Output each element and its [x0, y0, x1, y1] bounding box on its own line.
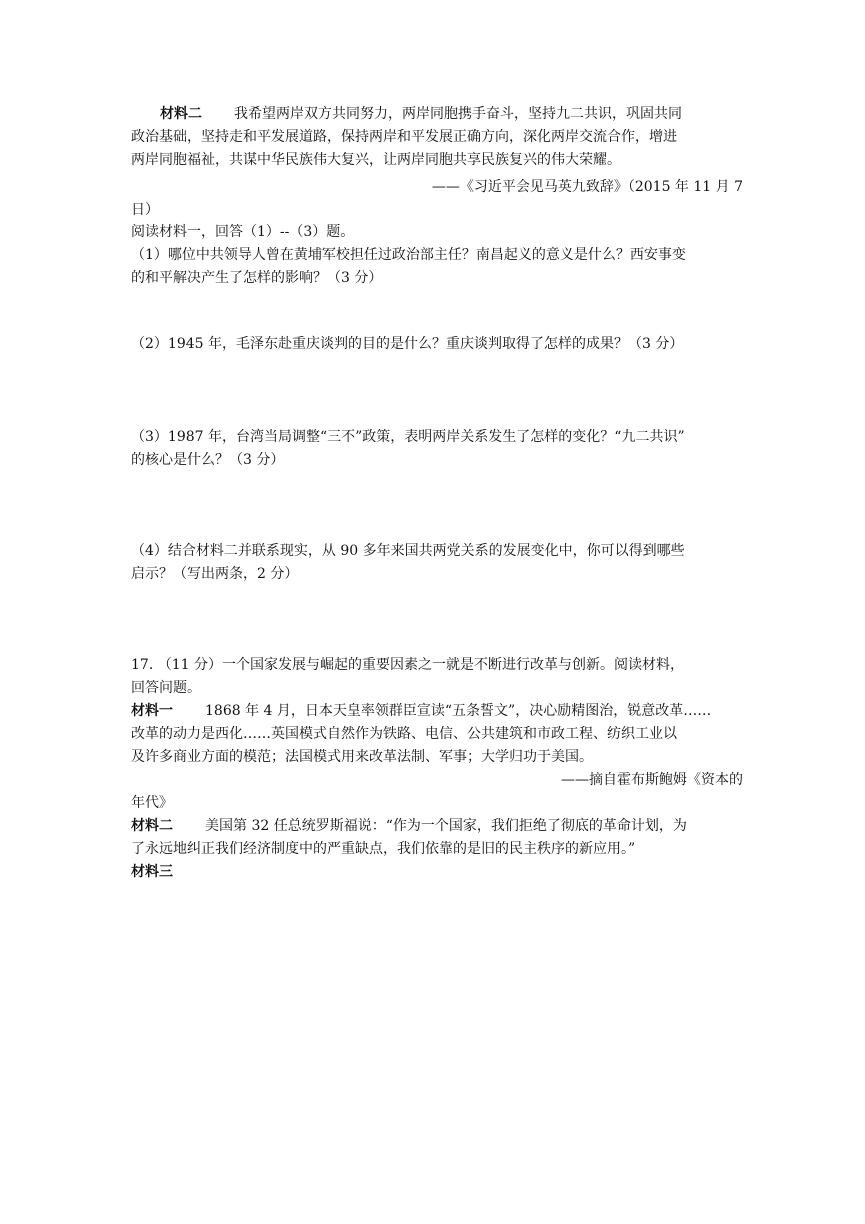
question-17-line-2: 回答问题。: [131, 680, 201, 696]
q17-material2-line-1: 材料二 美国第 32 任总统罗斯福说：“作为一个国家，我们拒绝了彻底的革命计划，为: [131, 818, 687, 834]
question-2: （2）1945 年，毛泽东赴重庆谈判的目的是什么？重庆谈判取得了怎样的成果？（3 分）: [131, 336, 684, 352]
question-17-line-1: 17. （11 分）一个国家发展与崛起的重要因素之一就是不断进行改革与创新。阅读材料，: [131, 657, 684, 673]
q17-material1-line-2: 改革的动力是西化……英国模式自然作为铁路、电信、公共建筑和市政工程、纺织工业以: [131, 726, 677, 742]
reading-instruction: 阅读材料一，回答（1）--（3）题。: [131, 224, 355, 240]
material2-line-1: 材料二 我希望两岸双方共同努力，两岸同胞携手奋斗，坚持九二共识，巩固共同: [160, 106, 682, 122]
material2-label: 材料二: [160, 106, 202, 122]
question-3-line-1: （3）1987 年，台湾当局调整“三不”政策，表明两岸关系发生了怎样的变化？“九二共识”: [131, 429, 685, 445]
question-1-line-2: 的和平解决产生了怎样的影响？（3 分）: [131, 270, 383, 286]
q17-material2-line-2: 了永远地纠正我们经济制度中的严重缺点，我们依靠的是旧的民主秩序的新应用。”: [131, 841, 636, 857]
material2-source-cont: 日）: [131, 202, 159, 218]
material2-source: ——《习近平会见马英九致辞》（2015 年 11 月 7: [431, 179, 743, 195]
question-4-line-1: （4）结合材料二并联系现实，从 90 多年来国共两党关系的发展变化中，你可以得到哪些: [131, 543, 685, 559]
material2-line-3: 两岸同胞福祉，共谋中华民族伟大复兴，让两岸同胞共享民族复兴的伟大荣耀。: [131, 152, 621, 168]
question-3-line-2: 的核心是什么？（3 分）: [131, 452, 285, 468]
question-1-line-1: （1）哪位中共领导人曾在黄埔军校担任过政治部主任？南昌起义的意义是什么？西安事变: [131, 247, 686, 263]
material2-line-2: 政治基础，坚持走和平发展道路，保持两岸和平发展正确方向，深化两岸交流合作，增进: [131, 129, 677, 145]
q17-material1-line-3: 及许多商业方面的模范；法国模式用来改革法制、军事；大学归功于美国。: [131, 749, 593, 765]
q17-material1-source: ——摘自霍布斯鲍姆《资本的: [561, 772, 743, 788]
q17-material2-label: 材料二: [131, 818, 173, 834]
question-4-line-2: 启示？（写出两条，2 分）: [131, 566, 299, 582]
q17-material1-label: 材料一: [131, 703, 173, 719]
q17-material1-source-cont: 年代》: [131, 795, 173, 811]
q17-material3-label: 材料三: [131, 864, 173, 880]
q17-material1-line-1: 材料一 1868 年 4 月，日本天皇率领群臣宣读“五条誓文”，决心励精图治，锐意改革……: [131, 703, 712, 719]
